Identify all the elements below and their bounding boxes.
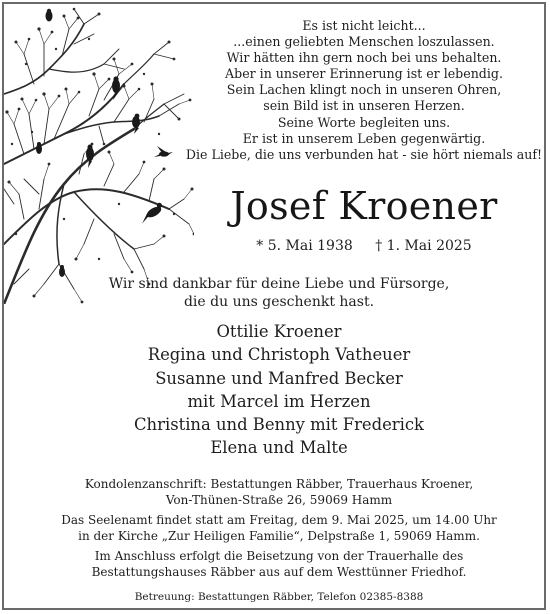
- poem-line: Er ist in unserem Leben gegenwärtig.: [242, 130, 486, 146]
- poem-line: Aber in unserer Erinnerung ist er lebendig.: [225, 66, 503, 82]
- thanks-line: Wir sind dankbar für deine Liebe und Fürsorge,: [108, 276, 450, 292]
- bird-silhouette: [86, 145, 94, 169]
- requiem-line: Das Seelenamt findet statt am Freitag, dem 9. Mai 2025, um 14.00 Uhr: [61, 513, 497, 527]
- poem-line: Es ist nicht leicht...: [302, 18, 426, 33]
- service-information: [34, 476, 524, 584]
- birth-date: * 5. Mai 1938: [256, 238, 353, 254]
- mourner-entry: Susanne und Manfred Becker: [155, 368, 403, 388]
- poem-line: Seine Worte begleiten uns.: [277, 114, 451, 130]
- poem-line: Sein Lachen klingt noch in unseren Ohren,: [226, 82, 502, 98]
- poem-line: sein Bild ist in unseren Herzen.: [263, 98, 465, 114]
- tree-branches-with-birds-illustration: [4, 4, 194, 304]
- poem-line: Die Liebe, die uns verbunden hat - sie hört niemals auf!: [185, 146, 543, 162]
- burial-line: Bestattungshauses Räbber aus auf dem Westtünner Friedhof.: [91, 565, 467, 579]
- mourner-entry: Elena und Malte: [210, 438, 348, 458]
- mourner-entry: Christina und Benny mit Frederick: [134, 415, 424, 435]
- mourner-entry: mit Marcel im Herzen: [187, 391, 371, 411]
- bird-silhouette: [154, 146, 173, 157]
- memorial-poem: [184, 18, 544, 163]
- mourner-entry: Ottilie Kroener: [216, 322, 342, 341]
- thanks-message: [64, 276, 494, 311]
- bird-silhouette: [36, 142, 42, 154]
- bird-silhouette: [137, 202, 165, 224]
- mourner-entry: Regina und Christoph Vatheuer: [147, 345, 411, 365]
- deceased-name: Josef Kroener: [230, 184, 498, 228]
- condolence-address: [34, 476, 524, 508]
- poem-line: ...einen geliebten Menschen loszulassen.: [233, 34, 495, 50]
- life-dates: [224, 236, 504, 256]
- condolence-line: Von-Thünen-Straße 26, 59069 Hamm: [165, 493, 393, 507]
- poem-line: Wir hätten ihn gern noch bei uns behalten.: [226, 50, 502, 66]
- burial-line: Im Anschluss erfolgt die Beisetzung von der Trauerhalle des: [94, 549, 464, 563]
- requiem-details: [34, 512, 524, 544]
- mourners-list: [44, 320, 514, 460]
- requiem-line: in der Kirche „Zur Heiligen Familie“, Delpstraße 1, 59069 Hamm.: [78, 529, 480, 543]
- condolence-line: Kondolenzanschrift: Bestattungen Räbber, Trauerhaus Kroener,: [84, 477, 474, 491]
- obituary-notice: [2, 2, 546, 610]
- burial-details: [34, 548, 524, 580]
- bird-silhouette: [46, 9, 53, 22]
- funeral-home-contact: Betreuung: Bestattungen Räbber, Telefon 02385-8388: [134, 591, 424, 603]
- thanks-line: die du uns geschenkt hast.: [183, 293, 375, 310]
- death-date: † 1. Mai 2025: [375, 238, 472, 254]
